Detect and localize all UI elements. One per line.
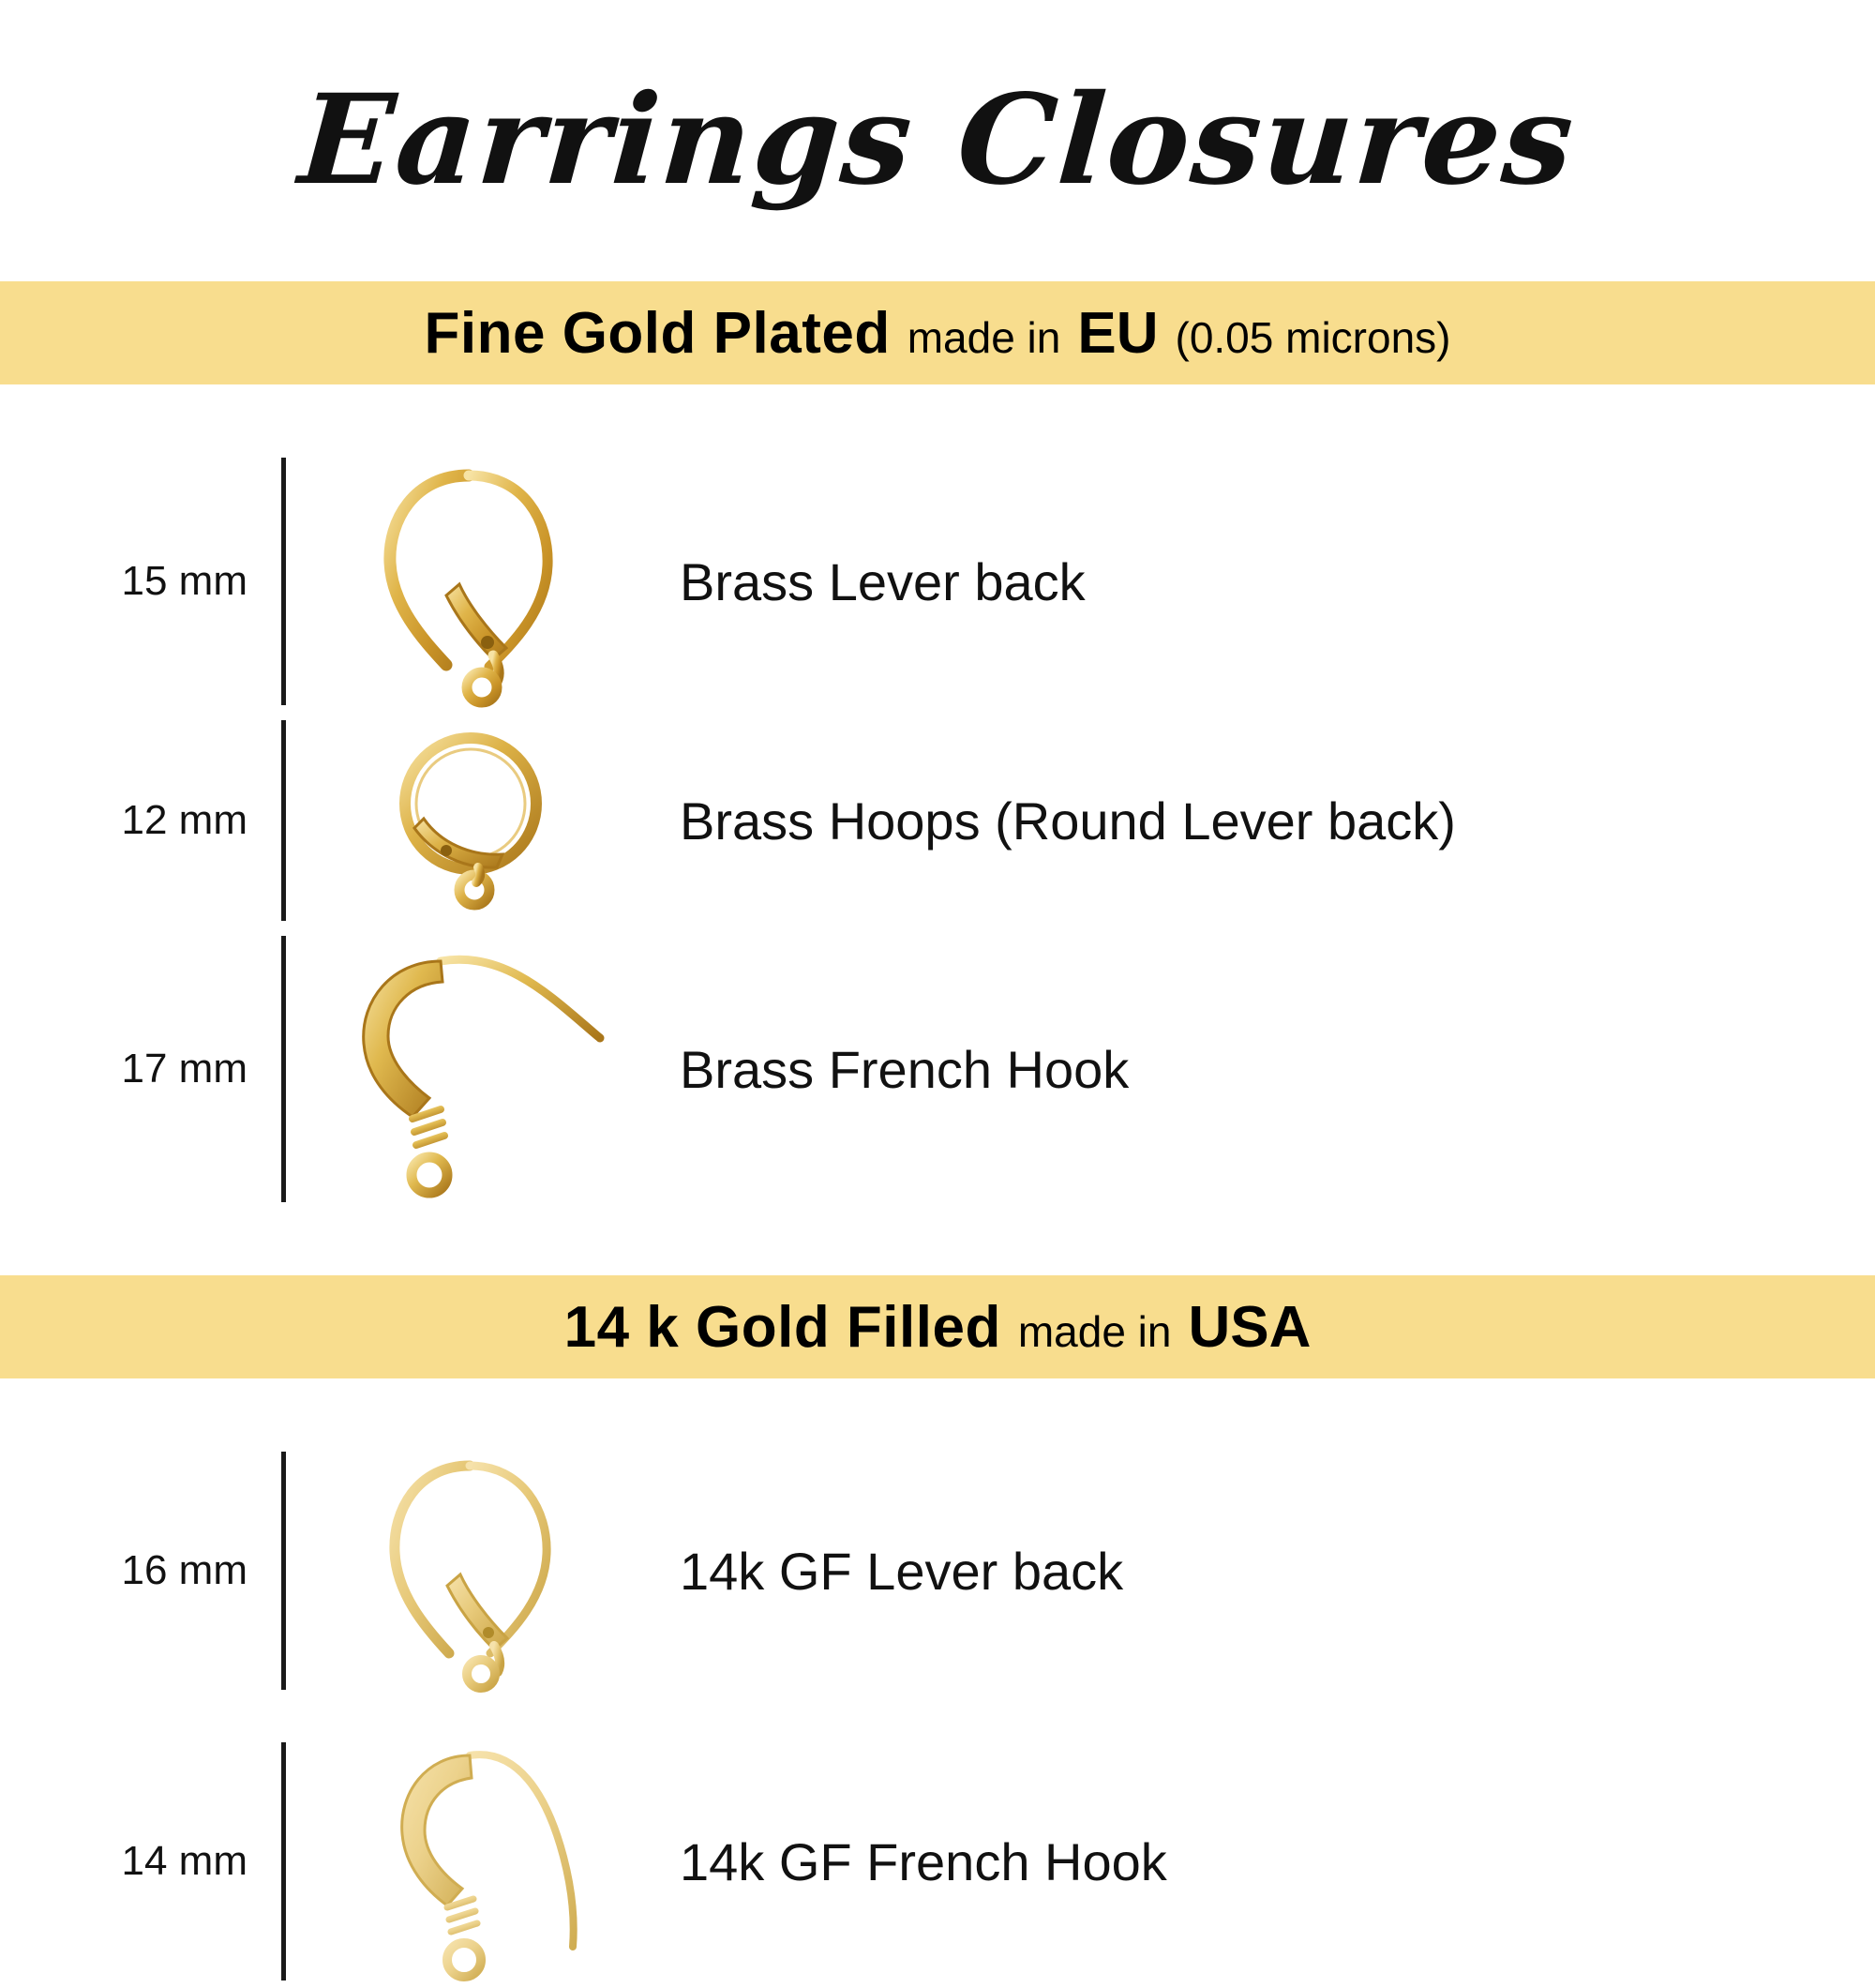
list-item: [0, 1444, 1875, 1697]
title-banner: [0, 0, 1875, 281]
section-14k-gold-filled: [0, 1275, 1875, 1988]
page-title: Earrings Closures: [294, 68, 1581, 213]
section-banner-fine-gold-plated: [0, 281, 1875, 384]
banner-detail-label: (0.05 microns): [1175, 312, 1451, 362]
list-item: [0, 713, 1875, 928]
banner-mid-label: made in: [907, 312, 1061, 362]
french-hook-earring-icon: [286, 1735, 661, 1988]
item-name-label: 14k GF Lever back: [680, 1541, 1124, 1601]
item-name-label: Brass Lever back: [680, 551, 1086, 611]
banner-mid-label: made in: [1017, 1306, 1172, 1356]
banner-origin-label: EU: [1077, 300, 1159, 366]
item-size-label: 17 mm: [121, 1046, 248, 1092]
section-banner-14k-gold-filled: [0, 1275, 1875, 1378]
banner-main-label: 14 k Gold Filled: [563, 1294, 1001, 1360]
item-name-label: Brass French Hook: [680, 1039, 1130, 1099]
section-fine-gold-plated: [0, 281, 1875, 1275]
banner-main-label: Fine Gold Plated: [424, 300, 891, 366]
item-size-label: 15 mm: [121, 558, 248, 604]
item-size-label: 12 mm: [121, 797, 248, 843]
lever-back-earring-icon: [286, 455, 661, 708]
item-name-label: 14k GF French Hook: [680, 1831, 1167, 1891]
lever-back-earring-icon: [286, 1449, 661, 1693]
list-item: [0, 1735, 1875, 1988]
list-item: [0, 450, 1875, 713]
item-size-label: 14 mm: [121, 1838, 248, 1884]
item-size-label: 16 mm: [121, 1547, 248, 1593]
french-hook-earring-icon: [286, 933, 661, 1205]
banner-origin-label: USA: [1188, 1294, 1312, 1360]
list-item: [0, 928, 1875, 1210]
item-name-label: Brass Hoops (Round Lever back): [680, 791, 1456, 851]
round-lever-back-hoop-icon: [286, 717, 661, 924]
